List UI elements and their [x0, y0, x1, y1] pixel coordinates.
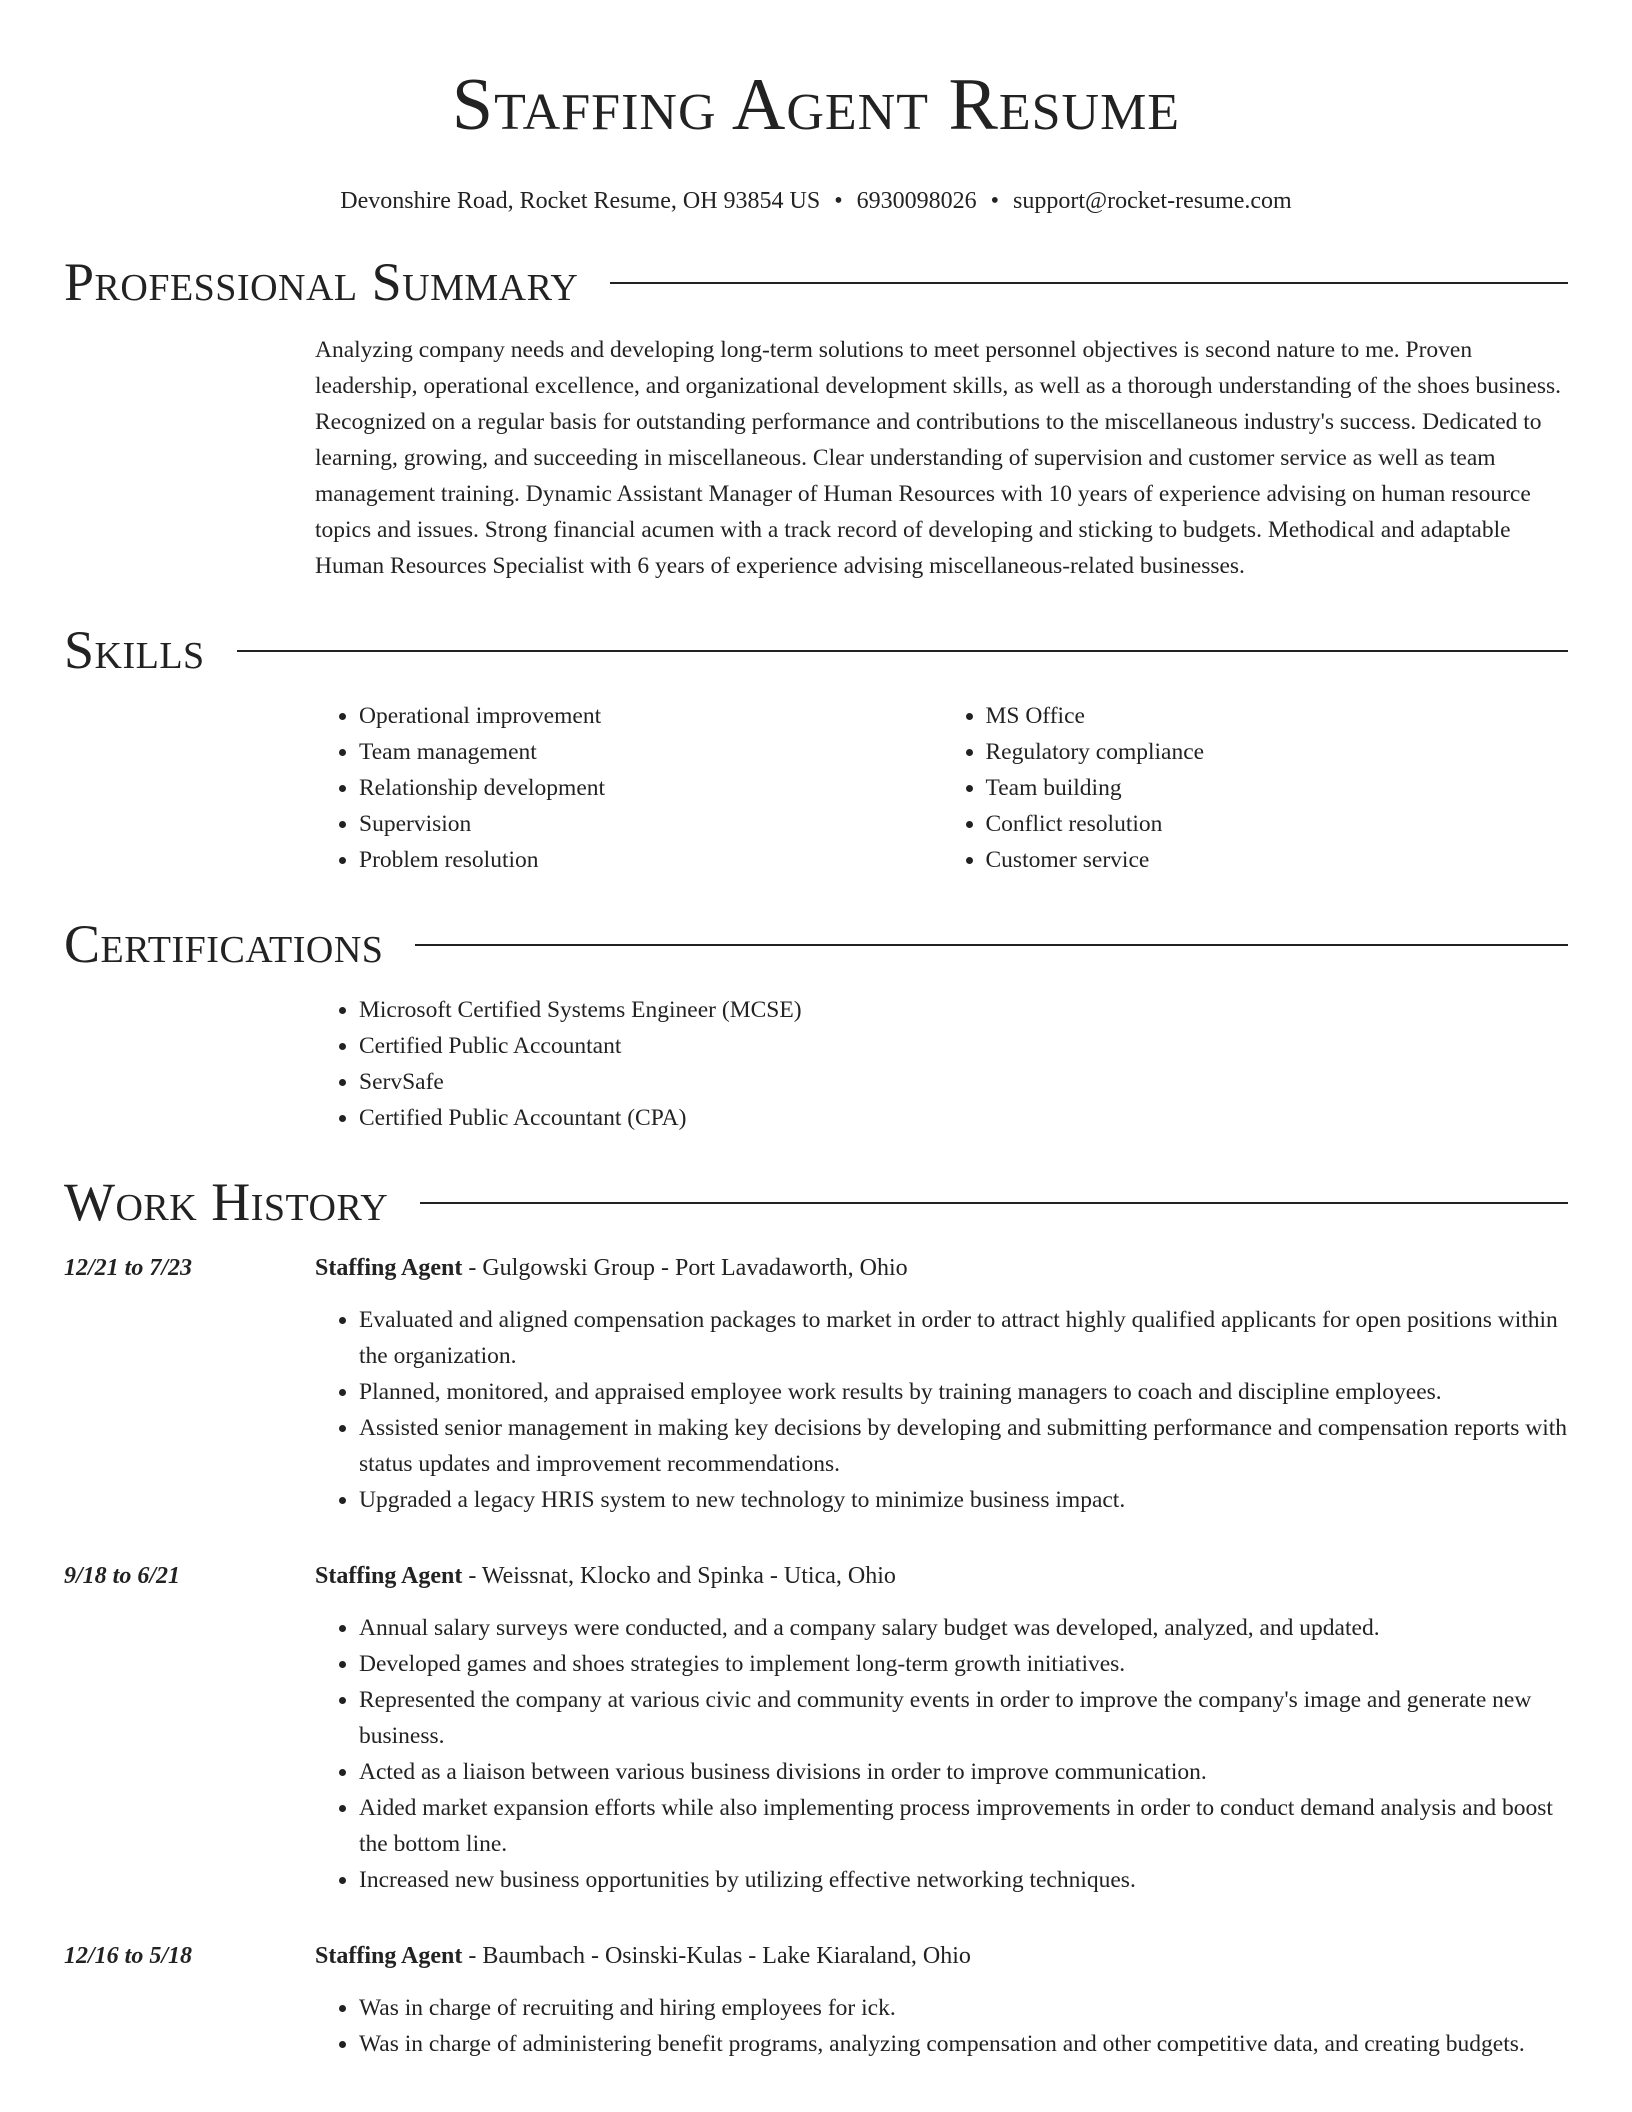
job-role: Staffing Agent: [315, 1255, 463, 1281]
skill-item: • Problem resolution: [359, 842, 942, 878]
job-bullet: • Developed games and shoes strategies to implement long-term growth initiatives.: [359, 1646, 1568, 1682]
skill-item: • Supervision: [359, 806, 942, 842]
job-bullet: • Represented the company at various civic and community events in order to improve the company's image and generate new business.: [359, 1682, 1568, 1754]
skill-item: • Team building: [986, 770, 1569, 806]
skill-item: • MS Office: [986, 698, 1569, 734]
skill-item: • Regulatory compliance: [986, 734, 1569, 770]
certification-item: • ServSafe: [359, 1064, 1568, 1100]
job-entry: [64, 1558, 1568, 1898]
job-entry: [64, 1250, 1568, 1518]
job-bullet: • Acted as a liaison between various business divisions in order to improve communication.: [359, 1754, 1568, 1790]
job-bullets: [315, 1990, 1568, 2062]
contact-separator: •: [990, 188, 1000, 214]
certification-item: • Microsoft Certified Systems Engineer (MCSE): [359, 992, 1568, 1028]
certification-item: • Certified Public Accountant (CPA): [359, 1100, 1568, 1136]
contact-line: [64, 186, 1568, 216]
skill-item: • Relationship development: [359, 770, 942, 806]
contact-phone: 6930098026: [856, 188, 977, 214]
skill-item: • Conflict resolution: [986, 806, 1569, 842]
job-heading: [315, 1938, 1568, 1974]
work-heading: Work History: [64, 1172, 389, 1232]
certifications-list: [315, 992, 1568, 1136]
contact-email: support@rocket-resume.com: [1013, 188, 1292, 214]
job-bullet: • Was in charge of recruiting and hiring employees for ick.: [359, 1990, 1568, 2026]
job-dates: 12/16 to 5/18: [64, 1943, 193, 1969]
certifications-section-header: [64, 912, 1568, 976]
resume-title: Staffing Agent Resume: [451, 64, 1181, 146]
skills-list: [315, 698, 1568, 878]
job-dates: 9/18 to 6/21: [64, 1563, 181, 1589]
job-bullets: [315, 1302, 1568, 1518]
job-dates: 12/21 to 7/23: [64, 1255, 193, 1281]
section-divider: [610, 282, 1568, 284]
section-divider: [237, 650, 1568, 652]
job-heading: [315, 1558, 1568, 1594]
job-role: Staffing Agent: [315, 1563, 463, 1589]
summary-heading: Professional Summary: [64, 252, 579, 312]
skill-item: • Customer service: [986, 842, 1569, 878]
work-section-header: [64, 1170, 1568, 1234]
skill-item: • Team management: [359, 734, 942, 770]
job-bullet: • Assisted senior management in making key decisions by developing and submitting performance and compensation reports with status updates and improvement recommendations.: [359, 1410, 1568, 1482]
section-divider: [420, 1202, 1568, 1204]
skills-column-right: [942, 698, 1569, 878]
contact-address: Devonshire Road, Rocket Resume, OH 93854 US: [340, 188, 821, 214]
job-bullet: • Upgraded a legacy HRIS system to new technology to minimize business impact.: [359, 1482, 1568, 1518]
job-bullets: [315, 1610, 1568, 1898]
job-heading: [315, 1250, 1568, 1286]
skill-item: • Operational improvement: [359, 698, 942, 734]
job-entry: [64, 1938, 1568, 2062]
skills-section-header: [64, 618, 1568, 682]
summary-section-header: [64, 250, 1568, 314]
contact-separator: •: [834, 188, 843, 214]
job-bullet: • Increased new business opportunities by utilizing effective networking techniques.: [359, 1862, 1568, 1898]
certification-item: • Certified Public Accountant: [359, 1028, 1568, 1064]
job-details: - Weissnat, Klocko and Spinka - Utica, Ohio: [462, 1563, 896, 1589]
job-details: - Gulgowski Group - Port Lavadaworth, Ohio: [462, 1255, 908, 1281]
summary-text: Analyzing company needs and developing long-term solutions to meet personnel objectives is second nature to me. Proven leadership, operational excellence, and organizational development skills, as well as a thorough understanding of the shoes business. Recognized on a regular basis for outstanding performance and contributions to the miscellaneous industry's success. Dedicated to learning, growing, and succeeding in miscellaneous. Clear understanding of supervision and customer service as well as team management training. Dynamic Assistant Manager of Human Resources with 10 years of experience advising on human resource topics and issues. Strong financial acumen with a track record of developing and sticking to budgets. Methodical and adaptable Human Resources Specialist with 6 years of experience advising miscellaneous-related businesses.: [315, 337, 1562, 579]
job-role: Staffing Agent: [315, 1943, 463, 1969]
skills-heading: Skills: [64, 620, 205, 680]
job-bullet: • Aided market expansion efforts while also implementing process improvements in order to conduct demand analysis and boost the bottom line.: [359, 1790, 1568, 1862]
section-divider: [415, 944, 1568, 946]
job-bullet: • Evaluated and aligned compensation packages to market in order to attract highly qualified applicants for open positions within the organization.: [359, 1302, 1568, 1374]
job-bullet: • Was in charge of administering benefit programs, analyzing compensation and other competitive data, and creating budgets.: [359, 2026, 1568, 2062]
job-bullet: • Annual salary surveys were conducted, and a company salary budget was developed, analyzed, and updated.: [359, 1610, 1568, 1646]
skills-column-left: [315, 698, 942, 878]
job-bullet: • Planned, monitored, and appraised employee work results by training managers to coach and discipline employees.: [359, 1374, 1568, 1410]
job-details: - Baumbach - Osinski-Kulas - Lake Kiaraland, Ohio: [462, 1943, 971, 1969]
certifications-heading: Certifications: [64, 914, 384, 974]
